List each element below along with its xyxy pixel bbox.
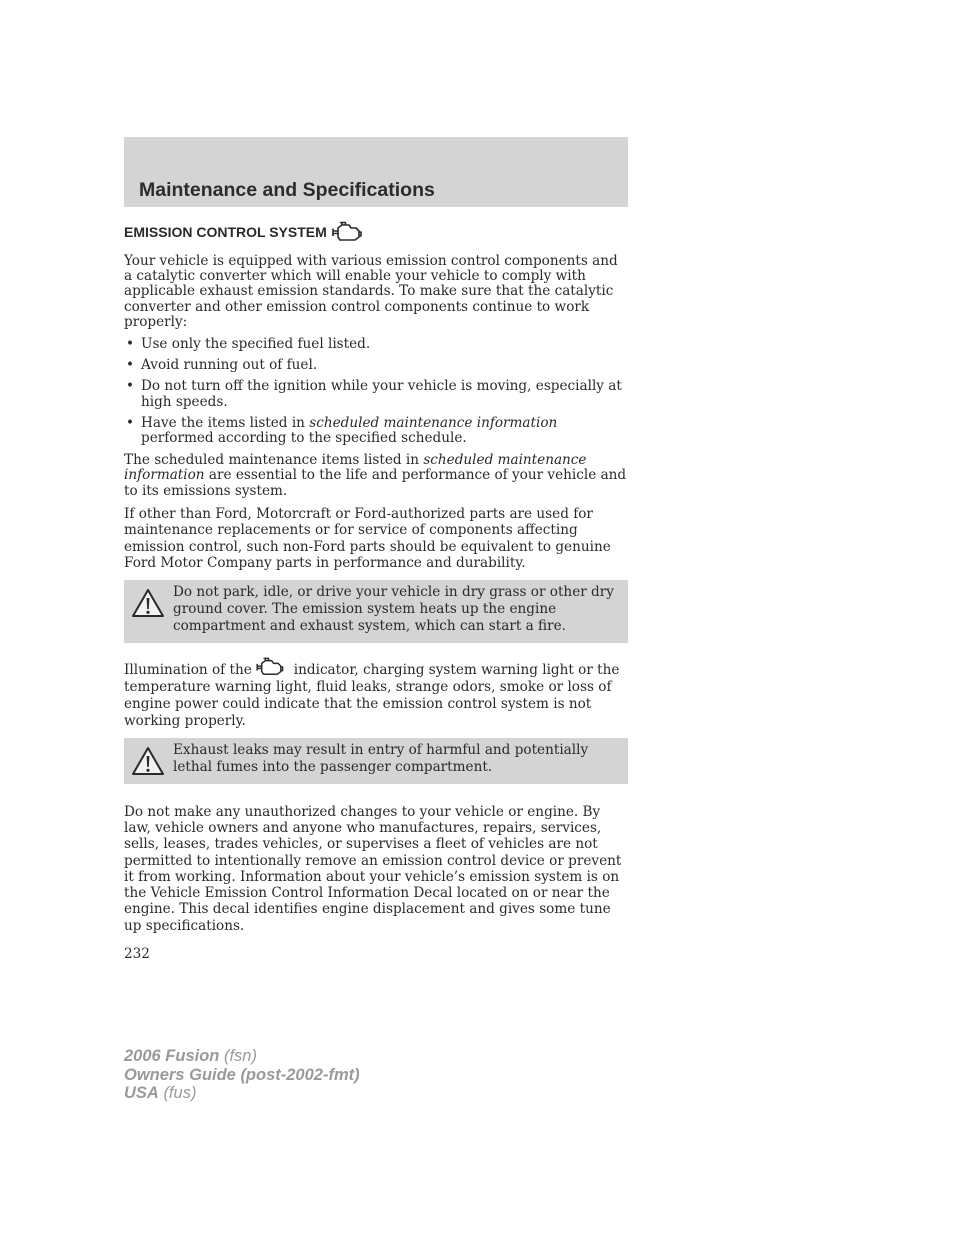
scheduled-maintenance-paragraph xyxy=(124,453,628,499)
section-heading xyxy=(124,220,628,244)
page-content xyxy=(124,220,628,962)
page-number: 232 xyxy=(124,946,150,962)
section-heading-text: EMISSION CONTROL SYSTEM xyxy=(124,224,327,240)
warning-triangle-icon xyxy=(131,588,165,618)
footer-guide: Owners Guide (post-2002-fmt) xyxy=(124,1065,360,1084)
text-run: indicator, charging system warning light or the temperature warning light, fluid leaks, strange odors, smoke or loss of engine power could indicate that the emission control system is not working properly. xyxy=(124,662,620,729)
text-run: The scheduled maintenance items listed in xyxy=(124,452,424,469)
warning-box-fire xyxy=(124,580,628,643)
text-run: are essential to the life and performance of your vehicle and to its emissions system. xyxy=(124,467,627,499)
footer-line xyxy=(124,1066,360,1085)
bullet-list xyxy=(124,337,628,446)
parts-paragraph: If other than Ford, Motorcraft or Ford-authorized parts are used for maintenance replacements or for service of components affecting emission control, such non-Ford parts should be equivalent to genuine Ford Motor Company parts in performance and durability. xyxy=(124,505,611,572)
bullet-symbol: • xyxy=(126,414,135,431)
list-item-emphasis: scheduled maintenance information xyxy=(309,414,558,431)
list-item xyxy=(124,416,628,446)
warning-box-exhaust xyxy=(124,738,628,783)
list-item xyxy=(124,379,628,409)
footer-model-code: (fsn) xyxy=(223,1047,257,1065)
footer-market-code: (fus) xyxy=(163,1084,197,1102)
text-run: Illumination of the xyxy=(124,662,252,679)
warning-triangle-icon xyxy=(131,746,165,776)
page-title: Maintenance and Specifications xyxy=(139,179,435,201)
footer-model: 2006 Fusion xyxy=(124,1047,220,1065)
list-item-text: Do not turn off the ignition while your vehicle is moving, especially at high speeds. xyxy=(141,378,622,410)
list-item xyxy=(124,358,628,373)
list-item-text: performed according to the specified schedule. xyxy=(141,430,467,447)
check-engine-icon xyxy=(330,221,362,243)
footer-line xyxy=(124,1084,360,1103)
bullet-symbol: • xyxy=(126,336,135,353)
document-footer xyxy=(124,1047,360,1103)
unauthorized-changes-paragraph: Do not make any unauthorized changes to your vehicle or engine. By law, vehicle owners and anyone who manufactures, repairs, services, sells, leases, trades vehicles, or supervises a fleet of vehicles are not permitted to intentionally remove an emission control device or prevent it from working. Information about your vehicle’s emission system is on the Vehicle Emission Control Information Decal located on or near the engine. This decal identifies engine displacement and gives some tune up specifications. xyxy=(124,803,622,934)
warning-text: Do not park, idle, or drive your vehicle in dry grass or other dry ground cover. The emission system heats up the engine compartment and exhaust system, which can start a fire. xyxy=(173,584,614,634)
text-emphasis: scheduled maintenance information xyxy=(124,452,587,484)
list-item xyxy=(124,337,628,352)
intro-paragraph: Your vehicle is equipped with various emission control components and a catalytic converter which will enable your vehicle to comply with applicable exhaust emission standards. To make sure that the catalytic converter and other emission control components continue to work properly: xyxy=(124,253,618,330)
bullet-symbol: • xyxy=(126,357,135,374)
list-item-text: Use only the specified fuel listed. xyxy=(141,336,371,353)
check-engine-icon xyxy=(254,657,284,677)
list-item-text: Avoid running out of fuel. xyxy=(141,357,318,374)
warning-text: Exhaust leaks may result in entry of harmful and potentially lethal fumes into the passenger compartment. xyxy=(173,742,589,776)
footer-market: USA xyxy=(124,1084,159,1102)
section-header-band xyxy=(124,137,628,207)
illumination-paragraph xyxy=(124,657,628,729)
list-item-text: Have the items listed in xyxy=(141,414,310,431)
footer-line xyxy=(124,1047,360,1066)
bullet-symbol: • xyxy=(126,378,135,395)
